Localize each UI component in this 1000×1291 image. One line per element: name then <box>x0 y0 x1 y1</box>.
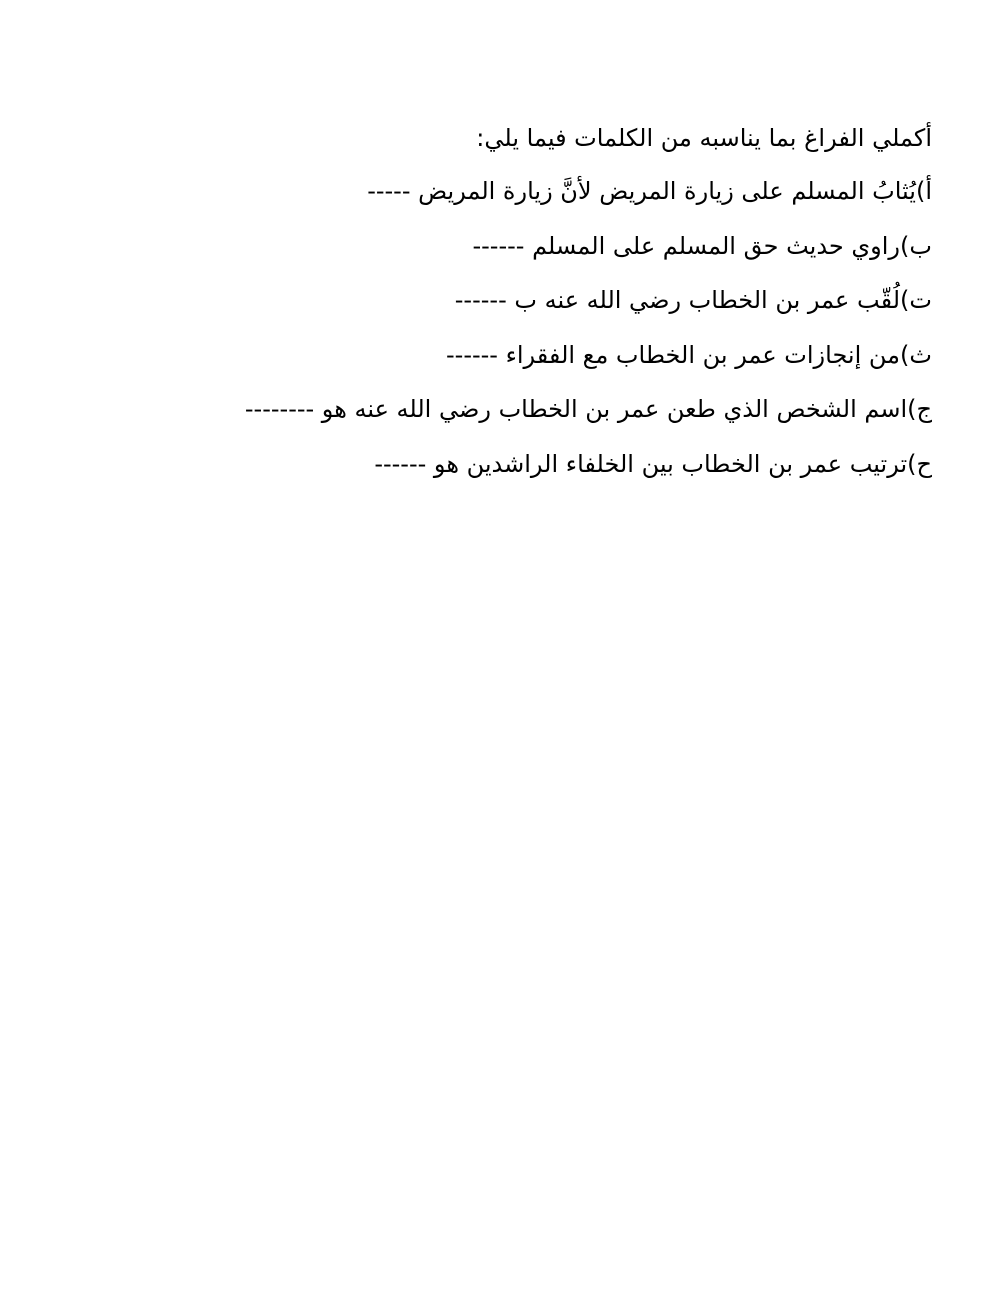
question-list <box>72 164 932 491</box>
question-letter: ت) <box>900 286 932 314</box>
question-letter: ج) <box>907 395 932 423</box>
question-letter: أ) <box>915 177 932 205</box>
question-letter: ح) <box>907 449 932 478</box>
question-item <box>72 382 932 437</box>
question-text: يُثابُ المسلم على زيارة المريض لأنَّ زيارة المريض ----- <box>367 177 916 205</box>
question-item <box>72 328 932 383</box>
worksheet <box>72 112 932 491</box>
question-letter: ب) <box>900 231 932 260</box>
question-letter: ث) <box>900 340 932 369</box>
question-text: لُقّب عمر بن الخطاب رضي الله عنه ب ------ <box>454 286 901 314</box>
question-text: راوي حديث حق المسلم على المسلم ------ <box>472 231 901 260</box>
instruction-text: أكملي الفراغ بما يناسبه من الكلمات فيما يلي: <box>476 124 932 152</box>
question-item <box>72 437 932 492</box>
question-text: ترتيب عمر بن الخطاب بين الخلفاء الراشدين هو ------ <box>374 449 908 478</box>
question-item <box>72 219 932 274</box>
question-text: اسم الشخص الذي طعن عمر بن الخطاب رضي الله عنه هو -------- <box>244 395 908 423</box>
question-item <box>72 273 932 328</box>
question-text: من إنجازات عمر بن الخطاب مع الفقراء ------ <box>446 340 901 369</box>
question-item <box>72 164 932 219</box>
